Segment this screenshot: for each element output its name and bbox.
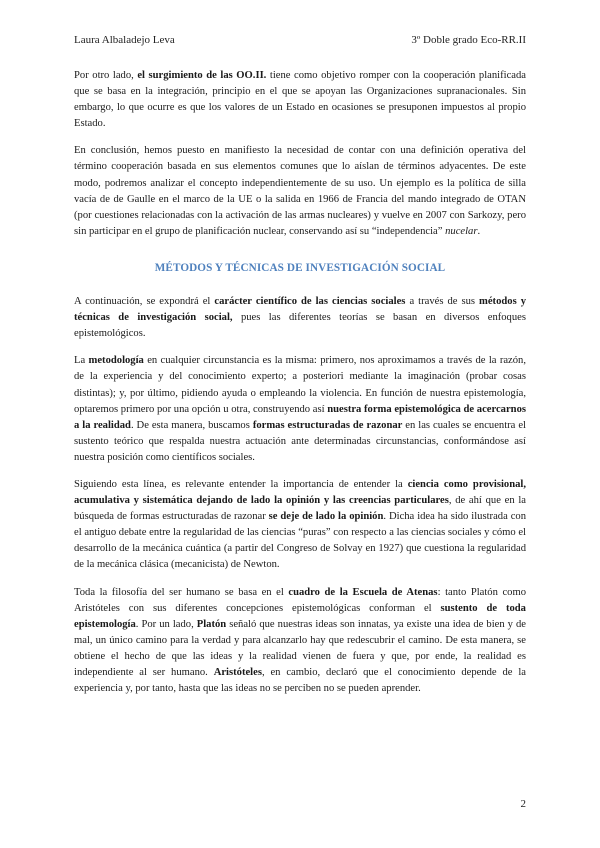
document-body — [74, 68, 526, 708]
italic-nucelar: nucelar — [445, 225, 478, 237]
paragraph-atenas: Toda la filosofía del ser humano se basa en el cuadro de la Escuela de Atenas: tanto Platón como Aristóteles con sus diferentes concepciones epistemológicas conforman el sustento de toda epistemología. Por un lado, Platón señaló que nuestras ideas son innatas, ya existe una idea de bien y de mal, un único camino para la verdad y para alcanzarlo hay que redescubrir el camino. De esta manera, se obtiene el hecho de que las ideas y la realidad vienen de fuera y que, por ende, la realidad es independiente al ser humano. Aristóteles, en cambio, declaró que el conocimiento depende de la experiencia y, por tanto, hasta que las ideas no se perciben no se pueden aprender. — [74, 586, 526, 695]
section-title: MÉTODOS Y TÉCNICAS DE INVESTIGACIÓN SOCIAL — [154, 261, 446, 274]
paragraph-ciencia: Siguiendo esta línea, es relevante entender la importancia de entender la ciencia como provisional, acumulativa y sistemática dejando de lado la opinión y las creencias particulares, de ahí que en la búsqueda de formas estructuradas de razonar se deje de lado la opinión. Dicha idea ha sido ilustrada con el antiguo debate entre la regularidad de las ciencias “puras” con respecto a las ciencias sociales y cómo el desarrollo de la mecánica cuántica (a partir del Congreso de Solvay en 1927) que cuestiona la regularidad de la mecánica clásica (mecanicista) de Newton. — [74, 478, 527, 571]
page-header — [74, 34, 526, 46]
paragraph-metodologia: La metodología en cualquier circunstancia es la misma: primero, nos aproximamos a través de la razón, de la experiencia y del conocimiento experto; a posteriori mediante la imaginación (probar cosas distintas); y, por último, pidiendo ayuda o empleando la violencia. En función de nuestra epistemología, optaremos primero por una opción u otra, construyendo así nuestra forma epistemológica de acercarnos a la realidad. De esta manera, buscamos formas estructuradas de razonar en las cuales se encuentra el sustento teórico que respalda nuestra actuación ante determinadas circunstancias, conformándose así nuestra posición como científicos sociales. — [74, 355, 526, 463]
bold-surgimiento: el surgimiento de las OO.II. — [137, 70, 267, 81]
paragraph-intro-methods: A continuación, se expondrá el carácter científico de las ciencias sociales a través de sus métodos y técnicas de investigación social, pues las diferentes teorías se basan en diversos enfoques epistemológicos. — [74, 296, 527, 340]
paragraph-oo-ii: Por otro lado, el surgimiento de las OO.II. tiene como objetivo romper con la cooperación planificada que se basa en la integración, principio en el que se apoyan las Organizaciones supranacionales. Sin embargo, lo que ocurre es que los valores de un Estado en ocasiones se presuponen impuestos al propio Estado. — [74, 70, 526, 130]
header-author: Laura Albaladejo Leva — [74, 34, 175, 46]
paragraph-conclusion: En conclusión, hemos puesto en manifiesto la necesidad de contar con una definición operativa del término cooperación basada en sus elementos comunes que lo aíslan de términos adyacentes. De este modo, podremos analizar el concepto independientemente de su uso. Un ejemplo es la política de silla vacía de de Gaulle en el marco de la UE o la salida en 1966 de Francia del mando integrado de OTAN (por cuestiones relacionadas con la activación de las armas nucleares) y vuelve en 2007 con Sarkozy, pero sin participar en el grupo de planificación nuclear, conservando así su “independencia” nucelar. — [74, 145, 526, 237]
header-course: 3º Doble grado Eco-RR.II — [411, 34, 526, 46]
page-number: 2 — [520, 798, 526, 810]
